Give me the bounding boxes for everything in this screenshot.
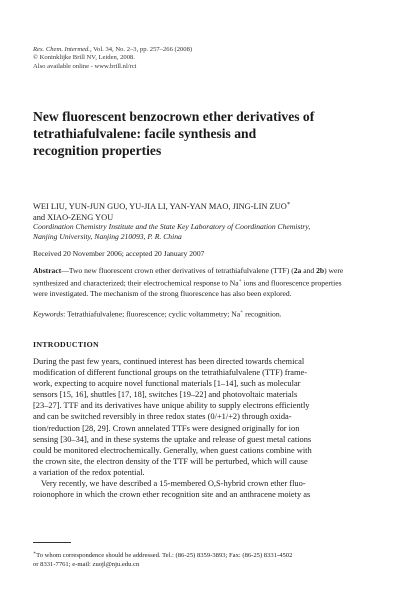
- title-line: tetrathiafulvalene: facile synthesis and: [33, 126, 257, 141]
- footnote-mark: ∗: [33, 550, 37, 555]
- footnote-rule: [33, 542, 71, 543]
- body-line: could be monitored electrochemically. Generally, when guest cations combine with: [33, 445, 312, 455]
- keywords: [33, 309, 282, 319]
- keywords-label: Keywords: [33, 309, 64, 319]
- superscript: +: [238, 278, 242, 285]
- availability-line: Also available online - www.brill.nl/rci: [33, 62, 137, 70]
- copyright-line: © Koninklijke Brill NV, Leiden, 2008.: [33, 54, 135, 62]
- body-line: sensing [30–34], and in these systems the uptake and release of guest metal cations: [33, 434, 312, 444]
- journal-citation: [33, 46, 192, 54]
- compound-ref: 2b: [316, 266, 325, 275]
- received-dates: Received 20 November 2006; accepted 20 January 2007: [33, 249, 205, 258]
- body-line: sensors [15, 16], shuttles [17, 18], switches [19–22] and photovoltaic materials: [33, 390, 298, 400]
- body-line: the crown site, the electron density of the TTF will be perturbed, which will cause: [33, 456, 308, 466]
- journal-header: [33, 46, 192, 71]
- authors-names: WEI LIU, YUN-JUN GUO, YU-JIA LI, YAN-YAN MAO, JING-LIN ZUO: [33, 201, 287, 211]
- body-line: and can be switched reversibly in three redox states (0/+1/+2) through oxida-: [33, 412, 292, 422]
- footnote: [33, 549, 292, 569]
- authors-line-2: and XIAO-ZENG YOU: [33, 212, 114, 222]
- abstract-text: and: [301, 266, 317, 275]
- body-line: tion/reduction [28, 29]. Crown annelated TTFs were designed originally for ion: [33, 423, 300, 433]
- superscript: +: [240, 309, 244, 315]
- abstract: [33, 266, 378, 299]
- abstract-line: [33, 266, 378, 276]
- journal-name: Res. Chem. Intermed.: [33, 46, 90, 53]
- section-heading: INTRODUCTION: [33, 340, 99, 349]
- journal-volume-pages: , Vol. 34, No. 2–3, pp. 257–266 (2008): [89, 46, 193, 53]
- abstract-text: synthesized and characterized; their electrochemical response to Na: [33, 278, 239, 288]
- affiliation-line: Coordination Chemistry Institute and the State Key Laboratory of Coordination Chemistry,: [33, 222, 311, 231]
- body-line: During the past few years, continued interest has been directed towards chemical: [33, 357, 305, 366]
- authors-line-1: [33, 199, 378, 212]
- body-line: Very recently, we have described a 15-membered O,S-hybrid crown ether fluo-: [41, 479, 306, 489]
- body-line: [23–27]. TTF and its derivatives have unique ability to supply electrons efficiently: [33, 401, 310, 411]
- body-text: [33, 356, 378, 500]
- title-line: recognition properties: [33, 143, 162, 158]
- title-line: New fluorescent benzocrown ether derivatives of: [33, 109, 315, 124]
- body-line: modification of different functional groups on the tetrathiafulvalene (TTF) frame-: [33, 368, 308, 378]
- body-line: a variation of the redox potential.: [33, 467, 145, 477]
- affiliation: [33, 222, 310, 242]
- body-line: roionophore in which the crown ether recognition site and an anthracene moiety as: [33, 490, 311, 500]
- article-title: [33, 108, 373, 159]
- footnote-text: To whom correspondence should be addressed. Tel.: (86-25) 8359-3893; Fax: (86-25) 8331-4502: [36, 552, 293, 560]
- abstract-line: were investigated. The mechanism of the strong fluorescence has also been explored.: [33, 288, 292, 298]
- footnote-line: [33, 549, 292, 561]
- abstract-text: —Two new fluorescent crown ether derivatives of tetrathiafulvalene (TTF) (: [61, 266, 294, 275]
- abstract-label: Abstract: [33, 266, 62, 275]
- affiliation-line: Nanjing University, Nanjing 210093, P. R. China: [33, 232, 182, 241]
- body-line: work, expecting to acquire novel functional materials [1–14], such as molecular: [33, 379, 301, 389]
- abstract-text: ) were: [324, 266, 344, 275]
- footnote-text: or 8331-7761; e-mail: zuojl@nju.edu.cn: [33, 560, 140, 568]
- keywords-text: : Tetrathiafulvalene; fluorescence; cyclic voltammetry; Na: [63, 309, 241, 319]
- keywords-text: recognition.: [243, 309, 282, 319]
- footnote-line: [33, 561, 292, 570]
- author-list: [33, 199, 378, 223]
- abstract-line: [33, 276, 378, 289]
- compound-ref: 2a: [293, 266, 302, 275]
- corresponding-author-mark: ∗: [286, 201, 291, 207]
- abstract-text: ions and fluorescence properties: [241, 278, 342, 288]
